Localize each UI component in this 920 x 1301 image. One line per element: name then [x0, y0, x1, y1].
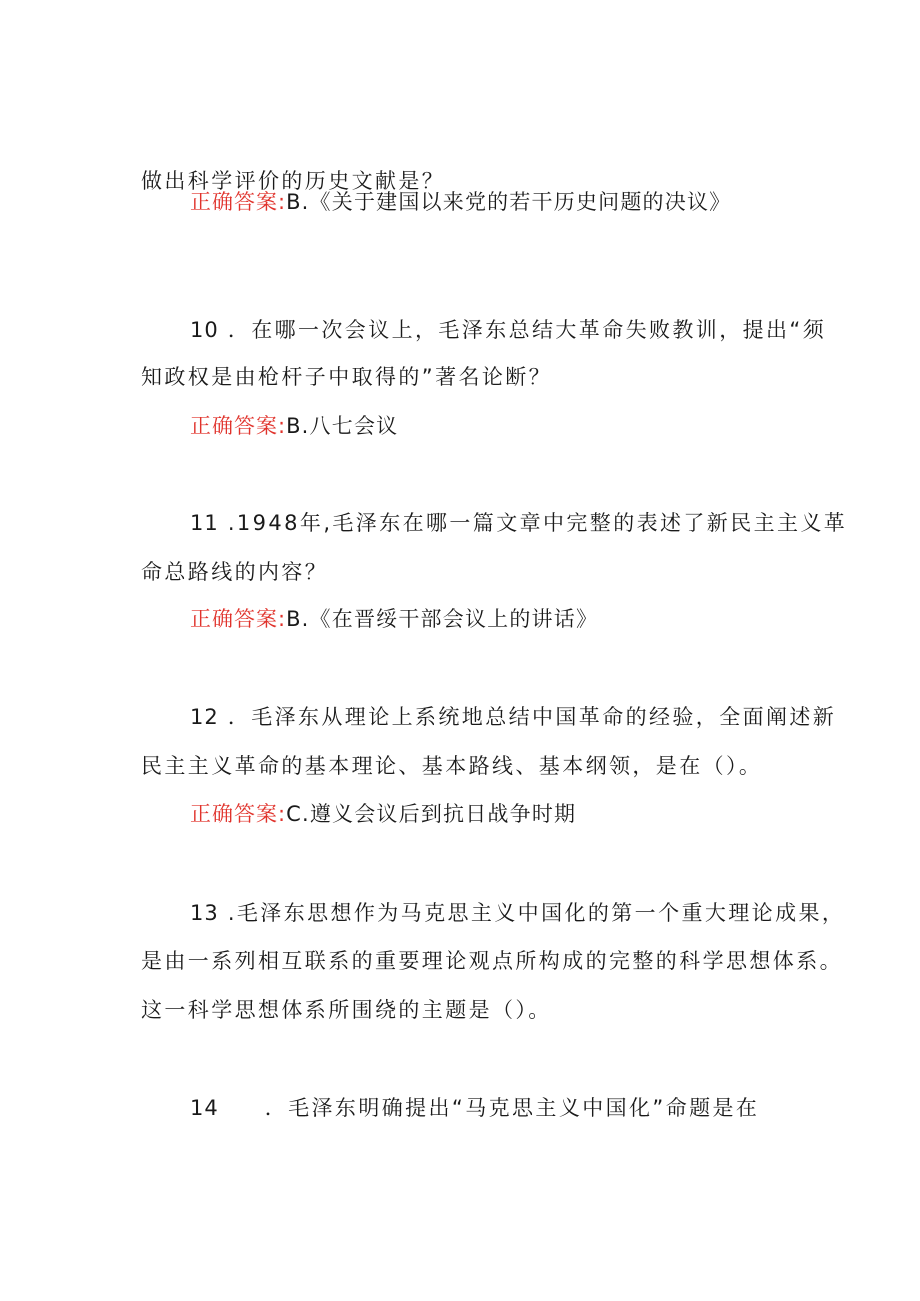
q12-text-line2: 民主主义革命的基本理论、基本路线、基本纲领，是在（）。	[141, 754, 763, 778]
question-text: ．毛泽东从理论上系统地总结中国革命的经验，全面阐述新	[227, 705, 837, 729]
q10-answer	[190, 416, 398, 437]
q10-text-line1	[190, 320, 826, 341]
answer-label: 正确答案:	[190, 802, 287, 826]
question-text: .1948年,毛泽东在哪一篇文章中完整的表述了新民主主义革	[227, 511, 848, 535]
question-number: 13	[190, 901, 219, 925]
question-number: 14	[190, 1096, 219, 1120]
answer-label: 正确答案:	[190, 414, 287, 438]
q11-text-line2: 命总路线的内容？	[141, 560, 329, 584]
q9-answer	[190, 192, 731, 213]
q13-text-line3: 这一科学思想体系所围绕的主题是（）。	[141, 998, 552, 1022]
q11-answer	[190, 609, 598, 630]
q13-text-line2: 是由一系列相互联系的重要理论观点所构成的完整的科学思想体系。	[141, 949, 843, 973]
question-number: 10	[190, 318, 219, 342]
q14-text-line1	[190, 1098, 759, 1119]
question-number: 12	[190, 705, 219, 729]
q9-text-line: 做出科学评价的历史文献是？	[141, 169, 446, 193]
answer-text: B.《关于建国以来党的若干历史问题的决议》	[286, 190, 732, 214]
answer-text: C.遵义会议后到抗日战争时期	[286, 802, 577, 826]
answer-text: B.《在晋绥干部会议上的讲话》	[286, 607, 599, 631]
answer-label: 正确答案:	[190, 190, 287, 214]
q13-text-line1	[190, 903, 845, 924]
question-text: .毛泽东思想作为马克思主义中国化的第一个重大理论成果，	[227, 901, 846, 925]
q12-text-line1	[190, 707, 836, 728]
answer-label: 正确答案:	[190, 607, 287, 631]
q10-text-line2: 知政权是由枪杆子中取得的”著名论断？	[141, 365, 553, 389]
question-number: 11	[190, 511, 219, 535]
question-text: ．毛泽东明确提出“马克思主义中国化”命题是在	[264, 1096, 760, 1120]
answer-text: B.八七会议	[286, 414, 399, 438]
q11-text-line1	[190, 513, 847, 534]
question-text: ．在哪一次会议上，毛泽东总结大革命失败教训，提出“须	[227, 318, 827, 342]
q12-answer	[190, 804, 576, 825]
